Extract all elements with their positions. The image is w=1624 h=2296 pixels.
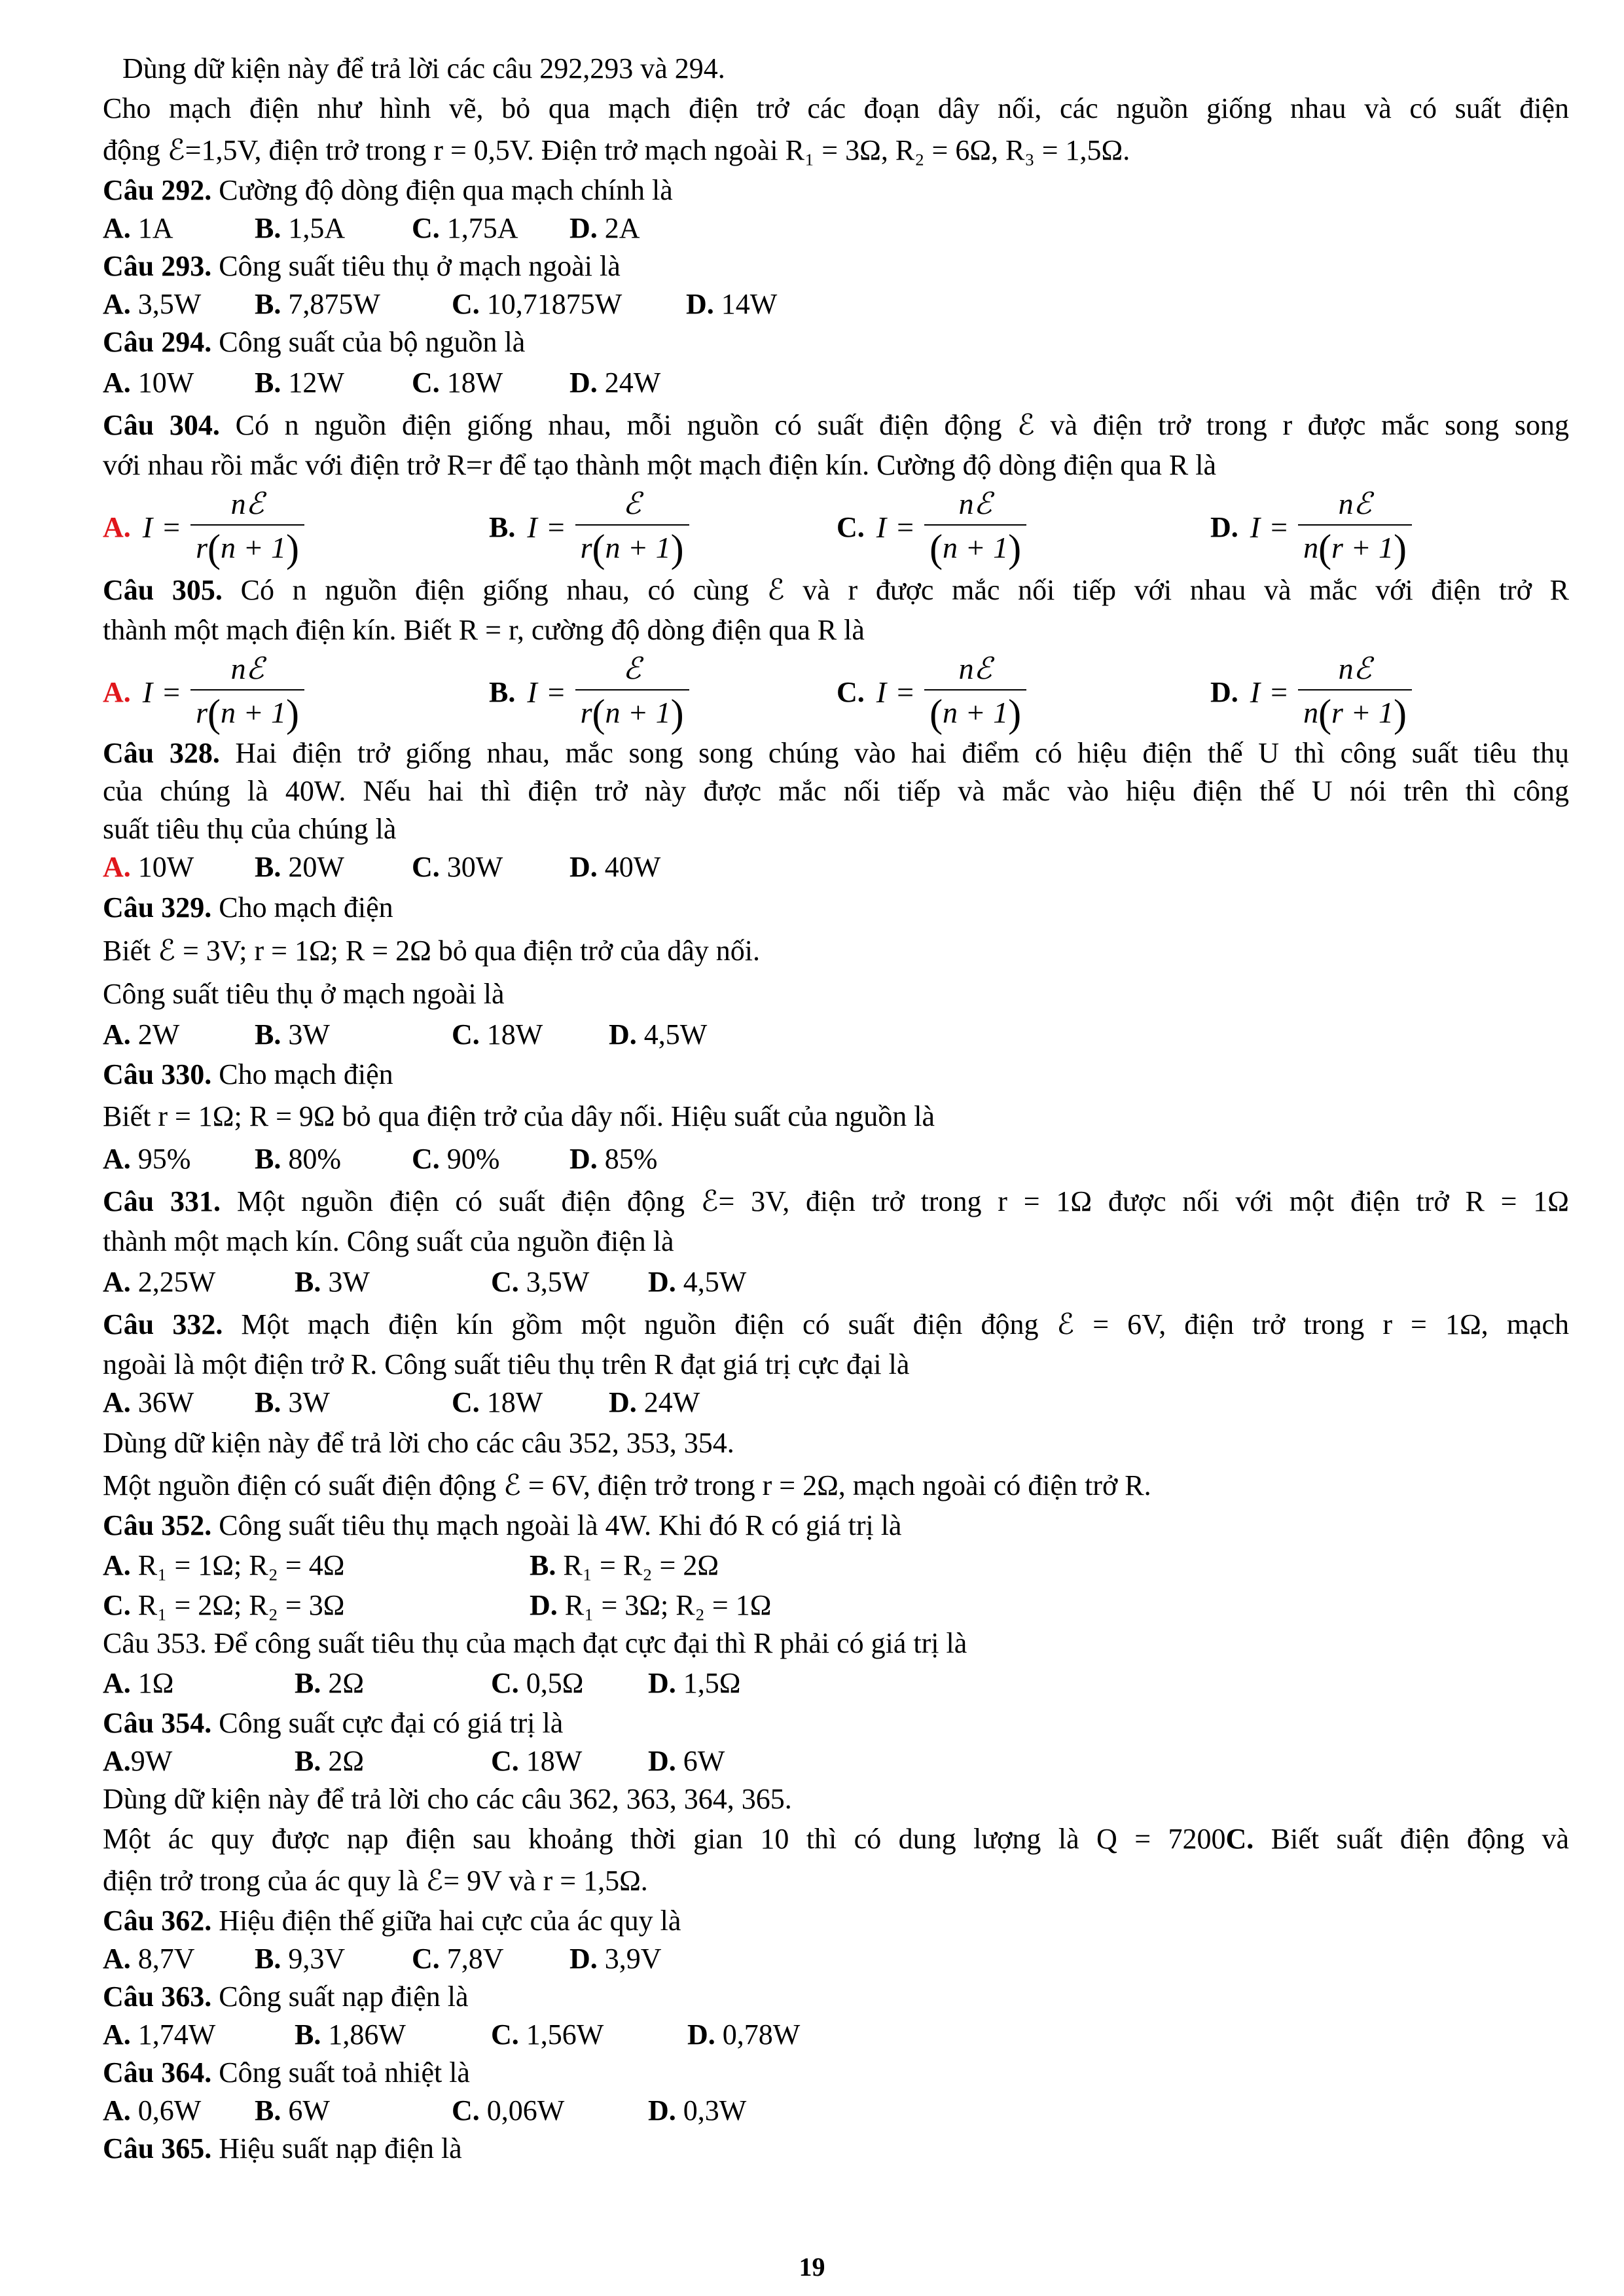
option-label: A. (103, 1266, 131, 1298)
question-number: Câu 304. (103, 409, 220, 441)
question-text: Câu 353. Để công suất tiêu thụ của mạch đạt cực đại thì R phải có giá trị là (103, 1627, 967, 1659)
intro-text: Một ác quy được nạp điện sau khoảng thời gian 10 thì có dung lượng là Q = 7200 (103, 1823, 1226, 1855)
numerator: nℰ (230, 651, 264, 685)
denominator: r(n + 1) (575, 689, 689, 732)
option-label: D. (609, 1386, 637, 1418)
option-b: 6W (288, 2094, 330, 2126)
option-a: 3,5W (137, 288, 202, 320)
intro-text: Cho mạch điện như hình vẽ, bỏ qua mạch điện trở các đoạn dây nối, các nguồn giống nhau và có suất điện (103, 92, 1569, 124)
question-328-line3 (103, 810, 1569, 848)
question-number: Câu 329. (103, 891, 212, 924)
option-b: 3W (288, 1386, 330, 1418)
question-text: Có n nguồn điện giống nhau, có cùng ℰ và r được mắc nối tiếp với nhau và mắc với điện trở R (222, 574, 1569, 606)
option-label: D. (569, 1943, 598, 1975)
question-331-line2 (103, 1223, 1569, 1261)
question-332-line2 (103, 1346, 1569, 1384)
question-328 (103, 734, 1569, 772)
denominator: r(n + 1) (190, 689, 304, 732)
question-304 (103, 404, 1569, 446)
fraction (190, 651, 304, 735)
option-label: D. (1210, 511, 1238, 543)
option-d (1210, 484, 1412, 569)
question-text: Một nguồn điện có suất điện động ℰ= 3V, điện trở trong r = 1Ω được nối với một điện trở R = 1Ω (221, 1185, 1569, 1217)
option-label: A. (103, 1667, 131, 1699)
option-label: C. (452, 1386, 480, 1418)
question-text: ngoài là một điện trở R. Công suất tiêu thụ trên R đạt giá trị cực đại là (103, 1348, 910, 1380)
current-symbol: I (1250, 510, 1261, 544)
intro-line (103, 88, 1569, 130)
option-d: 6W (683, 1745, 725, 1777)
question-number: Câu 293. (103, 250, 212, 282)
option-d: 24W (604, 367, 661, 399)
intro-text: Dùng dữ kiện này để trả lời các câu 292,293 và 294. (122, 52, 725, 84)
denominator: (n + 1) (924, 689, 1026, 732)
option-label: C. (412, 1143, 440, 1175)
option-label: C. (837, 675, 865, 708)
option-label: D. (648, 1266, 676, 1298)
question-text: Công suất toả nhiệt là (211, 2056, 470, 2089)
denominator: r(n + 1) (575, 524, 689, 567)
question-text: Cho mạch điện (211, 1058, 393, 1090)
option-label: D. (648, 1745, 676, 1777)
option-d: 4,5W (683, 1266, 747, 1298)
question-number: Câu 331. (103, 1185, 221, 1217)
option-label: D. (1210, 675, 1238, 708)
question-number: Câu 305. (103, 574, 223, 606)
option-c: 1,56W (526, 2018, 604, 2051)
question-354 (103, 1704, 1569, 1742)
option-label: C. (491, 1745, 519, 1777)
option-label: A. (103, 288, 131, 320)
fraction (924, 651, 1026, 735)
option-label: A. (103, 1386, 131, 1418)
numerator: nℰ (1338, 486, 1372, 520)
question-364 (103, 2054, 1569, 2092)
equals-sign: = (897, 675, 914, 709)
question-353 (103, 1624, 1569, 1662)
option-a: 9W (130, 1745, 173, 1777)
option-d: R₁ = 3Ω; R₂ = 1Ω (564, 1589, 772, 1621)
question-number: Câu 352. (103, 1509, 212, 1541)
option-c (837, 649, 1026, 734)
option-c: 1,75A (446, 212, 518, 244)
question-362 (103, 1902, 1569, 1940)
option-label: D. (530, 1589, 558, 1621)
option-b: 3W (328, 1266, 370, 1298)
options-353 (103, 1662, 1569, 1704)
option-label: C. (103, 1589, 131, 1621)
option-a: 2W (137, 1018, 180, 1050)
question-304-line2 (103, 446, 1569, 484)
question-text: thành một mạch điện kín. Biết R = r, cường độ dòng điện qua R là (103, 614, 865, 646)
intro-362-365 (103, 1780, 1569, 1818)
option-b: 2Ω (328, 1745, 365, 1777)
option-a: R₁ = 1Ω; R₂ = 4Ω (137, 1549, 345, 1581)
question-text: Cho mạch điện (211, 891, 393, 924)
option-a: 1A (137, 212, 173, 244)
options-332 (103, 1384, 1569, 1422)
fraction (190, 486, 304, 570)
intro-text: Dùng dữ kiện này để trả lời cho các câu 362, 363, 364, 365. (103, 1783, 792, 1815)
current-symbol: I (527, 675, 537, 709)
question-number: Câu 292. (103, 174, 212, 206)
option-b: 1,86W (328, 2018, 406, 2051)
intro-text: điện trở trong của ác quy là ℰ= 9V và r = 1,5Ω. (103, 1865, 648, 1897)
options-352-row1 (103, 1545, 1569, 1587)
options-293 (103, 285, 1569, 323)
option-c: 0,06W (486, 2094, 565, 2126)
option-label: D. (569, 212, 598, 244)
option-b: 20W (288, 851, 344, 883)
denominator: n(r + 1) (1298, 689, 1412, 732)
option-label: B. (255, 288, 281, 320)
question-329-line2 (103, 929, 1569, 973)
equals-sign: = (547, 510, 565, 544)
option-label: B. (255, 367, 281, 399)
option-label: C. (491, 1266, 519, 1298)
option-label: D. (569, 1143, 598, 1175)
intro-bold-unit: C. (1225, 1823, 1254, 1855)
question-332 (103, 1304, 1569, 1346)
options-331 (103, 1261, 1569, 1304)
worksheet-page (103, 50, 1569, 2168)
option-label: D. (687, 2018, 715, 2051)
option-b: 7,875W (288, 288, 380, 320)
option-label: C. (412, 212, 440, 244)
option-label: C. (452, 1018, 480, 1050)
option-a (103, 649, 304, 734)
question-text: Biết r = 1Ω; R = 9Ω bỏ qua điện trở của dây nối. Hiệu suất của nguồn là (103, 1100, 935, 1132)
fraction (1298, 651, 1412, 735)
option-label: B. (255, 1386, 281, 1418)
denominator: n(r + 1) (1298, 524, 1412, 567)
option-label: A. (103, 1745, 131, 1777)
option-label: B. (255, 212, 281, 244)
question-text: Công suất tiêu thụ mạch ngoài là 4W. Khi đó R có giá trị là (211, 1509, 902, 1541)
option-d: 24W (643, 1386, 700, 1418)
option-label: D. (648, 2094, 676, 2126)
intro-line (103, 1860, 1569, 1902)
question-number: Câu 294. (103, 326, 212, 358)
option-c: 30W (446, 851, 503, 883)
option-label: B. (255, 2094, 281, 2126)
equals-sign: = (163, 675, 181, 709)
option-d: 1,5Ω (683, 1667, 741, 1699)
question-365 (103, 2130, 1569, 2168)
option-label: A. (103, 511, 131, 543)
question-305 (103, 569, 1569, 611)
option-label: D. (609, 1018, 637, 1050)
question-text: Hiệu suất nạp điện là (211, 2132, 462, 2164)
option-label: C. (491, 2018, 519, 2051)
equals-sign: = (1271, 675, 1288, 709)
question-text: với nhau rồi mắc với điện trở R=r để tạo thành một mạch điện kín. Cường độ dòng điện qua R là (103, 449, 1216, 481)
option-label: A. (103, 675, 131, 708)
question-text: suất tiêu thụ của chúng là (103, 813, 397, 845)
question-text: Một mạch điện kín gồm một nguồn điện có suất điện động ℰ = 6V, điện trở trong r = 1Ω, mạch (223, 1308, 1569, 1340)
option-label: B. (530, 1549, 556, 1581)
fraction (575, 651, 689, 735)
denominator: r(n + 1) (190, 524, 304, 567)
option-c: 0,5Ω (526, 1667, 584, 1699)
option-d: 2A (604, 212, 640, 244)
option-a: 2,25W (137, 1266, 216, 1298)
question-330-line2 (103, 1096, 1569, 1138)
option-d: 0,3W (683, 2094, 747, 2126)
option-label: B. (295, 1667, 321, 1699)
option-a: 10W (137, 851, 194, 883)
option-c: 18W (526, 1745, 583, 1777)
options-294 (103, 361, 1569, 404)
options-362 (103, 1940, 1569, 1978)
page-number: 19 (799, 2252, 825, 2282)
options-354 (103, 1742, 1569, 1780)
current-symbol: I (1250, 675, 1261, 709)
option-d: 85% (604, 1143, 658, 1175)
option-label: C. (412, 1943, 440, 1975)
numerator: ℰ (623, 651, 641, 685)
question-330 (103, 1054, 1569, 1096)
option-label: B. (295, 1266, 321, 1298)
option-c: 18W (486, 1386, 543, 1418)
fraction (575, 486, 689, 570)
intro-text: Dùng dữ kiện này để trả lời cho các câu 352, 353, 354. (103, 1427, 734, 1459)
question-331 (103, 1181, 1569, 1223)
equals-sign: = (897, 510, 914, 544)
option-label: B. (255, 1943, 281, 1975)
current-symbol: I (876, 675, 887, 709)
option-a: 8,7V (137, 1943, 195, 1975)
option-b (489, 484, 689, 569)
options-292 (103, 209, 1569, 247)
question-text: Hai điện trở giống nhau, mắc song song chúng vào hai điểm có hiệu điện thế U thì công suất tiêu thụ (219, 737, 1569, 769)
option-a: 36W (137, 1386, 194, 1418)
question-number: Câu 328. (103, 737, 220, 769)
option-label: D. (686, 288, 714, 320)
question-text: của chúng là 40W. Nếu hai thì điện trở này được mắc nối tiếp và mắc vào hiệu điện thế U nói trên thì công (103, 775, 1569, 807)
intro-352-354 (103, 1422, 1569, 1465)
option-label: B. (489, 675, 516, 708)
question-number: Câu 332. (103, 1308, 223, 1340)
current-symbol: I (142, 675, 153, 709)
option-c: 10,71875W (486, 288, 623, 320)
question-292 (103, 171, 1569, 209)
option-label: B. (489, 511, 516, 543)
question-text: Công suất nạp điện là (211, 1981, 469, 2013)
equals-sign: = (547, 675, 565, 709)
question-number: Câu 365. (103, 2132, 212, 2164)
numerator: ℰ (623, 486, 641, 520)
option-b: 1,5A (288, 212, 346, 244)
option-label: C. (412, 367, 440, 399)
question-text: Có n nguồn điện giống nhau, mỗi nguồn có suất điện động ℰ và điện trở trong r được mắc song song (219, 409, 1569, 441)
numerator: nℰ (230, 486, 264, 520)
question-number: Câu 330. (103, 1058, 212, 1090)
equals-sign: = (163, 510, 181, 544)
question-328-line2 (103, 772, 1569, 810)
option-b: 2Ω (328, 1667, 365, 1699)
option-a (103, 484, 304, 569)
intro-line (103, 1818, 1569, 1860)
option-c: 7,8V (446, 1943, 504, 1975)
question-number: Câu 354. (103, 1707, 212, 1739)
question-text: Công suất của bộ nguồn là (211, 326, 526, 358)
intro-line (103, 1465, 1569, 1507)
current-symbol: I (876, 510, 887, 544)
option-label: A. (103, 2018, 131, 2051)
option-d: 14W (721, 288, 778, 320)
option-label: C. (452, 2094, 480, 2126)
question-text: Hiệu điện thế giữa hai cực của ác quy là (211, 1905, 681, 1937)
option-d: 0,78W (722, 2018, 801, 2051)
options-364 (103, 2092, 1569, 2130)
question-text: Công suất cực đại có giá trị là (211, 1707, 564, 1739)
option-b (489, 649, 689, 734)
numerator: nℰ (958, 651, 992, 685)
option-b: 80% (288, 1143, 342, 1175)
question-329-line3 (103, 973, 1569, 1016)
fraction (1298, 486, 1412, 570)
question-294 (103, 323, 1569, 361)
denominator: (n + 1) (924, 524, 1026, 567)
option-label: A. (103, 1943, 131, 1975)
question-number: Câu 364. (103, 2056, 212, 2089)
question-363 (103, 1978, 1569, 2016)
option-label: A. (103, 212, 131, 244)
numerator: nℰ (1338, 651, 1372, 685)
options-330 (103, 1138, 1569, 1181)
question-text: thành một mạch kín. Công suất của nguồn điện là (103, 1225, 674, 1257)
option-b: 3W (288, 1018, 330, 1050)
option-b: R₁ = R₂ = 2Ω (563, 1549, 719, 1581)
option-label: D. (569, 367, 598, 399)
option-d (1210, 649, 1412, 734)
intro-line (103, 130, 1569, 171)
option-label: A. (103, 367, 131, 399)
options-363 (103, 2016, 1569, 2054)
option-a: 0,6W (137, 2094, 202, 2126)
option-label: D. (569, 851, 598, 883)
question-text: Biết ℰ = 3V; r = 1Ω; R = 2Ω bỏ qua điện trở của dây nối. (103, 935, 761, 967)
question-352 (103, 1507, 1569, 1545)
fraction (924, 486, 1026, 570)
option-b: 12W (288, 367, 344, 399)
question-329 (103, 886, 1569, 929)
question-number: Câu 363. (103, 1981, 212, 2013)
equals-sign: = (1271, 510, 1288, 544)
options-328 (103, 848, 1569, 886)
intro-text: động ℰ=1,5V, điện trở trong r = 0,5V. Điện trở mạch ngoài R₁ = 3Ω, R₂ = 6Ω, R₃ = 1,5Ω. (103, 134, 1130, 166)
option-c: 18W (486, 1018, 543, 1050)
option-a: 95% (137, 1143, 191, 1175)
current-symbol: I (527, 510, 537, 544)
option-label: C. (452, 288, 480, 320)
option-c (837, 484, 1026, 569)
question-text: Công suất tiêu thụ ở mạch ngoài là (103, 978, 505, 1010)
formula-options-304 (103, 484, 1569, 569)
option-a: 10W (137, 367, 194, 399)
option-label: C. (412, 851, 440, 883)
question-293 (103, 247, 1569, 285)
option-label: B. (255, 1018, 281, 1050)
question-text: Cường độ dòng điện qua mạch chính là (211, 174, 673, 206)
intro-text: Một nguồn điện có suất điện động ℰ = 6V, điện trở trong r = 2Ω, mạch ngoài có điện trở R. (103, 1469, 1151, 1501)
option-c: R₁ = 2Ω; R₂ = 3Ω (137, 1589, 345, 1621)
option-label: D. (648, 1667, 676, 1699)
current-symbol: I (142, 510, 153, 544)
option-label: A. (103, 851, 131, 883)
question-305-line2 (103, 611, 1569, 649)
options-329 (103, 1016, 1569, 1054)
option-c: 3,5W (526, 1266, 590, 1298)
option-label: C. (837, 511, 865, 543)
option-label: B. (295, 1745, 321, 1777)
option-b: 9,3V (288, 1943, 346, 1975)
option-label: B. (295, 2018, 321, 2051)
option-label: A. (103, 1143, 131, 1175)
option-d: 40W (604, 851, 661, 883)
option-c: 90% (446, 1143, 500, 1175)
option-label: C. (491, 1667, 519, 1699)
question-number: Câu 362. (103, 1905, 212, 1937)
option-label: B. (255, 851, 281, 883)
option-label: A. (103, 1549, 131, 1581)
numerator: nℰ (958, 486, 992, 520)
option-label: A. (103, 1018, 131, 1050)
option-d: 3,9V (604, 1943, 662, 1975)
question-text: Công suất tiêu thụ ở mạch ngoài là (211, 250, 621, 282)
options-352-row2 (103, 1587, 1569, 1624)
option-a: 1,74W (137, 2018, 216, 2051)
option-c: 18W (446, 367, 503, 399)
formula-options-305 (103, 649, 1569, 734)
option-d: 4,5W (643, 1018, 708, 1050)
option-label: B. (255, 1143, 281, 1175)
option-a: 1Ω (137, 1667, 174, 1699)
intro-292-294 (103, 50, 1569, 88)
intro-text: Biết suất điện động và (1254, 1823, 1569, 1855)
option-label: A. (103, 2094, 131, 2126)
